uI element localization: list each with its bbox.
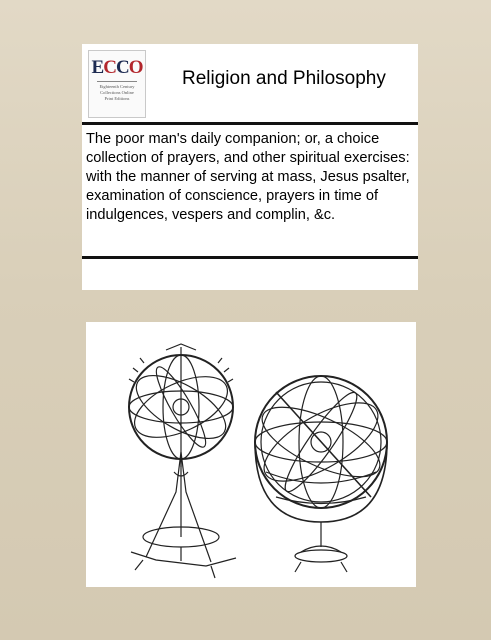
book-title: The poor man's daily companion; or, a choice collection of prayers, and other spiritual exercises: with the manner of serving at mass, Jesus psalter, examination of conscience, prayers in time of indulgences, vespers and complin, &c. bbox=[86, 131, 410, 223]
title-panel bbox=[82, 44, 418, 290]
series-category: Religion and Philosophy bbox=[182, 68, 386, 89]
header-rule bbox=[82, 122, 418, 125]
cover-header bbox=[82, 44, 418, 122]
armillary-illustration bbox=[86, 322, 416, 587]
ecco-logo-icon: ECCO bbox=[91, 57, 143, 78]
title-rule bbox=[82, 256, 418, 259]
illustration-plate bbox=[86, 322, 416, 587]
logo-divider bbox=[97, 81, 137, 82]
logo-subtitle-line-1: Eighteenth Century bbox=[99, 84, 135, 89]
armillary-sphere-left-icon bbox=[126, 344, 237, 578]
logo-subtitle-line-2: Collections Online bbox=[100, 90, 134, 95]
ecco-logo bbox=[88, 50, 146, 118]
logo-subtitle bbox=[91, 84, 143, 102]
armillary-sphere-right-icon bbox=[253, 376, 390, 572]
logo-subtitle-line-3: Print Editions bbox=[104, 96, 130, 101]
